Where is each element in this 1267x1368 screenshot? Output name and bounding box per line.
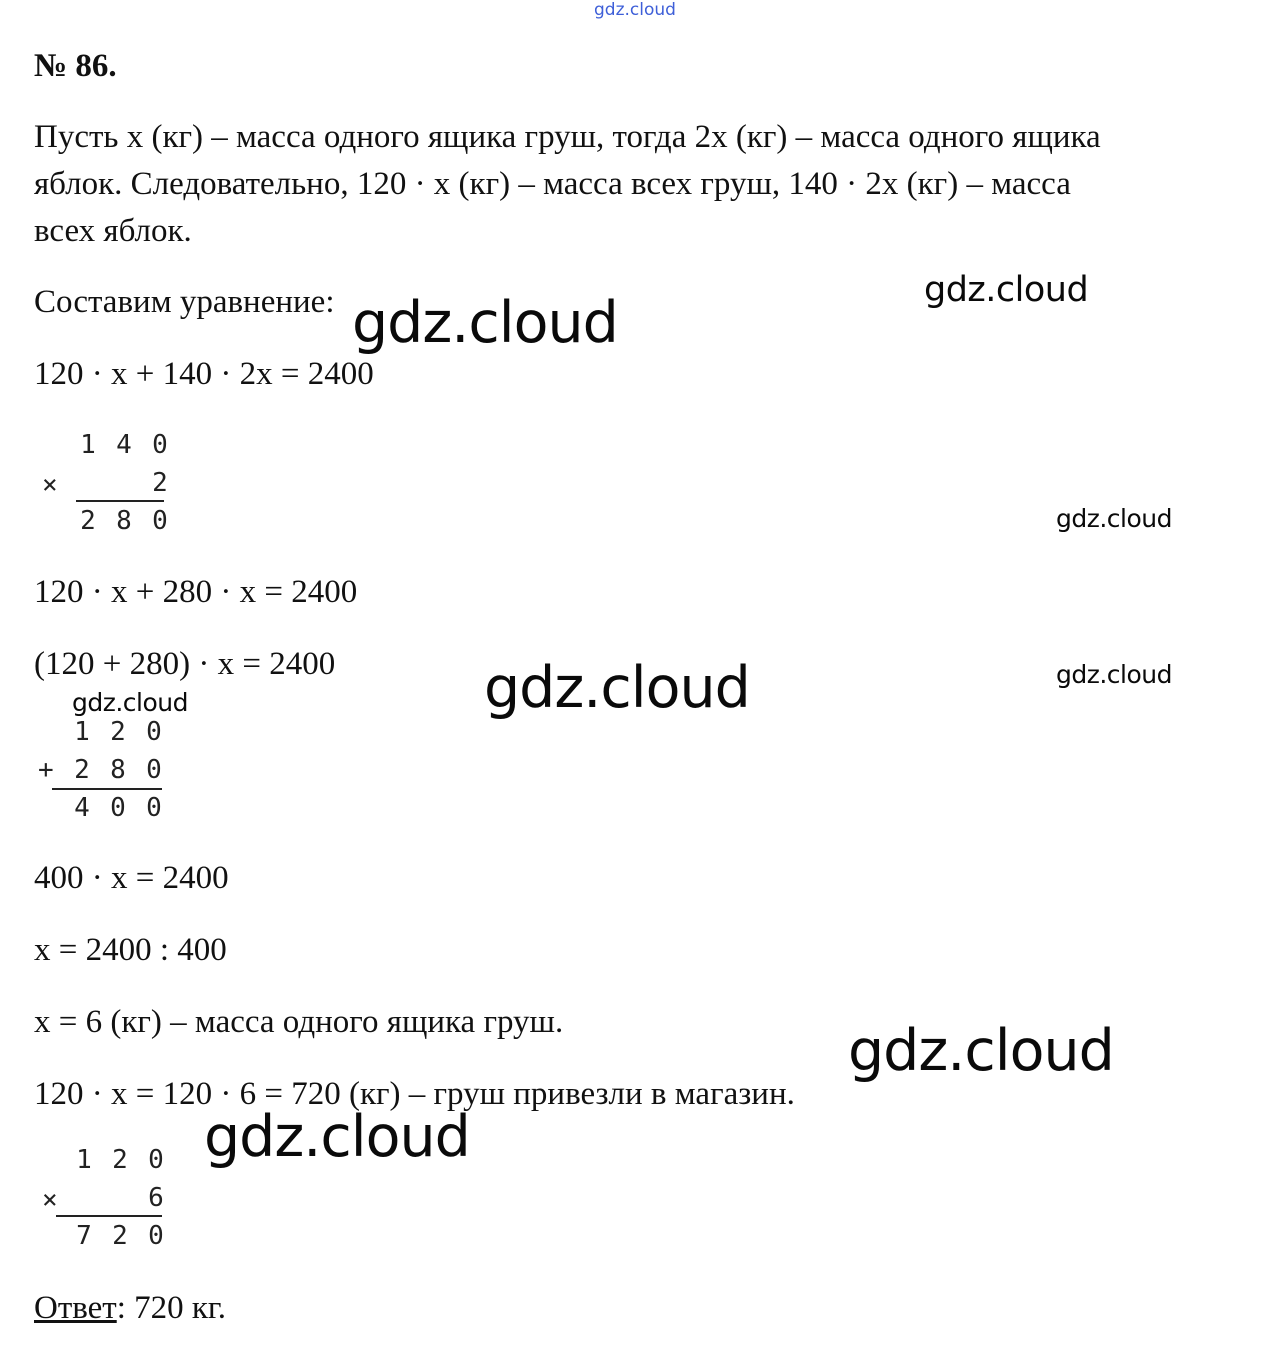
intro-line-2: яблок. Следовательно, 120 · х (кг) – масса всех груш, 140 · 2х (кг) – масса	[34, 166, 1071, 202]
column1-operator: ×	[42, 470, 58, 500]
watermark: gdz.cloud	[352, 290, 618, 356]
column2-result: 4 0 0	[74, 793, 162, 823]
intro-line-1: Пусть х (кг) – масса одного ящика груш, тогда 2х (кг) – масса одного ящика	[34, 119, 1101, 155]
answer	[34, 1290, 226, 1327]
column2-rule	[52, 788, 162, 790]
watermark: gdz.cloud	[72, 688, 189, 717]
step-eq4: 400 · х = 2400	[34, 860, 229, 896]
step-eq3: (120 + 280) · х = 2400	[34, 646, 336, 682]
step-eq5: х = 2400 : 400	[34, 932, 227, 968]
watermark: gdz.cloud	[204, 1104, 470, 1170]
intro-line-3: всех яблок.	[34, 213, 192, 249]
column3-operator: ×	[42, 1185, 58, 1215]
watermark: gdz.cloud	[924, 270, 1089, 310]
column1-top: 1 4 0	[80, 430, 168, 460]
column3-top: 1 2 0	[76, 1145, 164, 1175]
column2-top: 1 2 0	[74, 717, 162, 747]
watermark: gdz.cloud	[484, 655, 750, 721]
column1-result: 2 8 0	[80, 506, 168, 536]
intro-paragraph	[34, 114, 1224, 255]
column2-operator: +	[38, 755, 54, 785]
step-eq2: 120 · х + 280 · х = 2400	[34, 574, 358, 610]
watermark-top: gdz.cloud	[594, 0, 676, 20]
step-eq1: 120 · х + 140 · 2х = 2400	[34, 356, 374, 392]
column1-bottom: 2	[152, 468, 168, 498]
column3-rule	[56, 1215, 162, 1217]
column1-rule	[76, 500, 164, 502]
column-multiplication-1	[40, 430, 180, 540]
column3-bottom: 6	[148, 1183, 164, 1213]
answer-label: Ответ	[34, 1290, 117, 1326]
column2-bottom: 2 8 0	[74, 755, 162, 785]
step-eq7: 120 · х = 120 · 6 = 720 (кг) – груш привезли в магазин.	[34, 1076, 795, 1112]
equation-intro: Составим уравнение:	[34, 284, 335, 320]
answer-value: : 720 кг.	[116, 1290, 226, 1326]
watermark: gdz.cloud	[1056, 504, 1173, 533]
problem-number: № 86.	[34, 48, 117, 84]
watermark: gdz.cloud	[848, 1018, 1114, 1084]
step-eq6: х = 6 (кг) – масса одного ящика груш.	[34, 1004, 564, 1040]
column3-result: 7 2 0	[76, 1221, 164, 1251]
watermark: gdz.cloud	[1056, 660, 1173, 689]
column-addition	[38, 717, 178, 827]
column-multiplication-2	[40, 1145, 180, 1255]
